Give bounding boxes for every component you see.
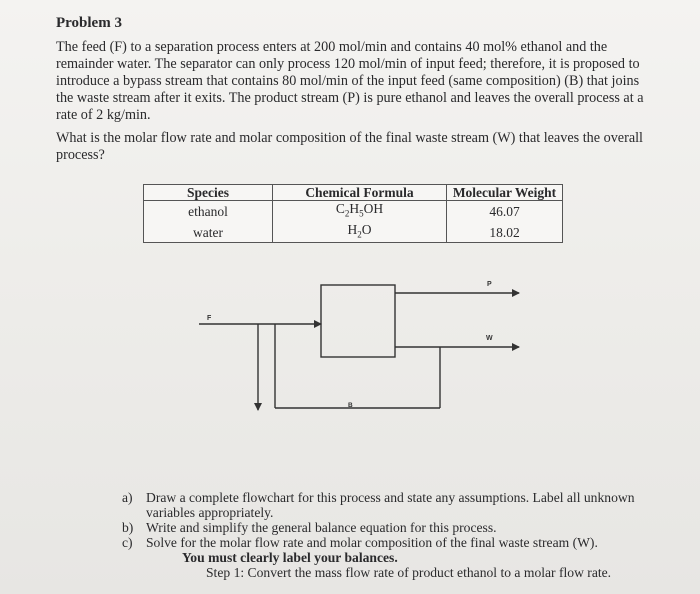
separator-box bbox=[321, 285, 395, 357]
task-label: b) bbox=[122, 520, 134, 535]
molecular-weight-cell: 46.07 bbox=[447, 201, 563, 222]
feed-label: F bbox=[207, 315, 212, 322]
task-text: Solve for the molar flow rate and molar composition of the final waste stream (W). bbox=[146, 535, 598, 550]
task-item bbox=[122, 520, 642, 535]
formula-subscript: 5 bbox=[359, 208, 364, 219]
problem-title: Problem 3 bbox=[56, 15, 122, 31]
task-label: c) bbox=[122, 535, 133, 550]
species-cell: ethanol bbox=[144, 201, 273, 222]
formula-subscript: 2 bbox=[357, 229, 362, 240]
species-cell: water bbox=[144, 222, 273, 243]
task-list bbox=[122, 490, 642, 580]
header-molecular-weight: Molecular Weight bbox=[447, 185, 563, 201]
task-text: Draw a complete flowchart for this process and state any assumptions. Label all unknown variables appropriately. bbox=[146, 490, 635, 520]
waste-label: W bbox=[486, 335, 493, 342]
formula-part: O bbox=[361, 221, 372, 237]
problem-description-text: The feed (F) to a separation process enters at 200 mol/min and contains 40 mol% ethanol and the remainder water. The separator can only process 120 mol/min of input feed; therefore, it is proposed to introduce a bypass stream that contains 80 mol/min of the input feed (same composition) (B) that joins the waste stream after it exits. The product stream (P) is pure ethanol and leaves the overall process at a rate of 2 kg/min. bbox=[56, 39, 644, 123]
formula-subscript: 2 bbox=[344, 208, 350, 219]
formula-part: H bbox=[349, 201, 360, 216]
bypass-label: B bbox=[348, 402, 353, 409]
formula-part: C bbox=[335, 201, 345, 216]
task-item bbox=[122, 535, 642, 550]
task-label: a) bbox=[122, 490, 133, 505]
task-text: Write and simplify the general balance equation for this process. bbox=[146, 520, 497, 535]
problem-question: What is the molar flow rate and molar composition of the final waste stream (W) that leaves the overall process? bbox=[56, 130, 644, 163]
step-1-text: Step 1: Convert the mass flow rate of product ethanol to a molar flow rate. bbox=[206, 565, 612, 580]
task-item bbox=[122, 490, 642, 520]
molecular-weight-cell: 18.02 bbox=[447, 222, 563, 243]
emphasis-note: You must clearly label your balances. bbox=[182, 550, 398, 565]
header-species: Species bbox=[144, 185, 273, 201]
header-formula: Chemical Formula bbox=[273, 185, 447, 201]
formula-part: H bbox=[347, 221, 358, 237]
formula-part: OH bbox=[363, 201, 384, 216]
product-label: P bbox=[487, 281, 492, 288]
